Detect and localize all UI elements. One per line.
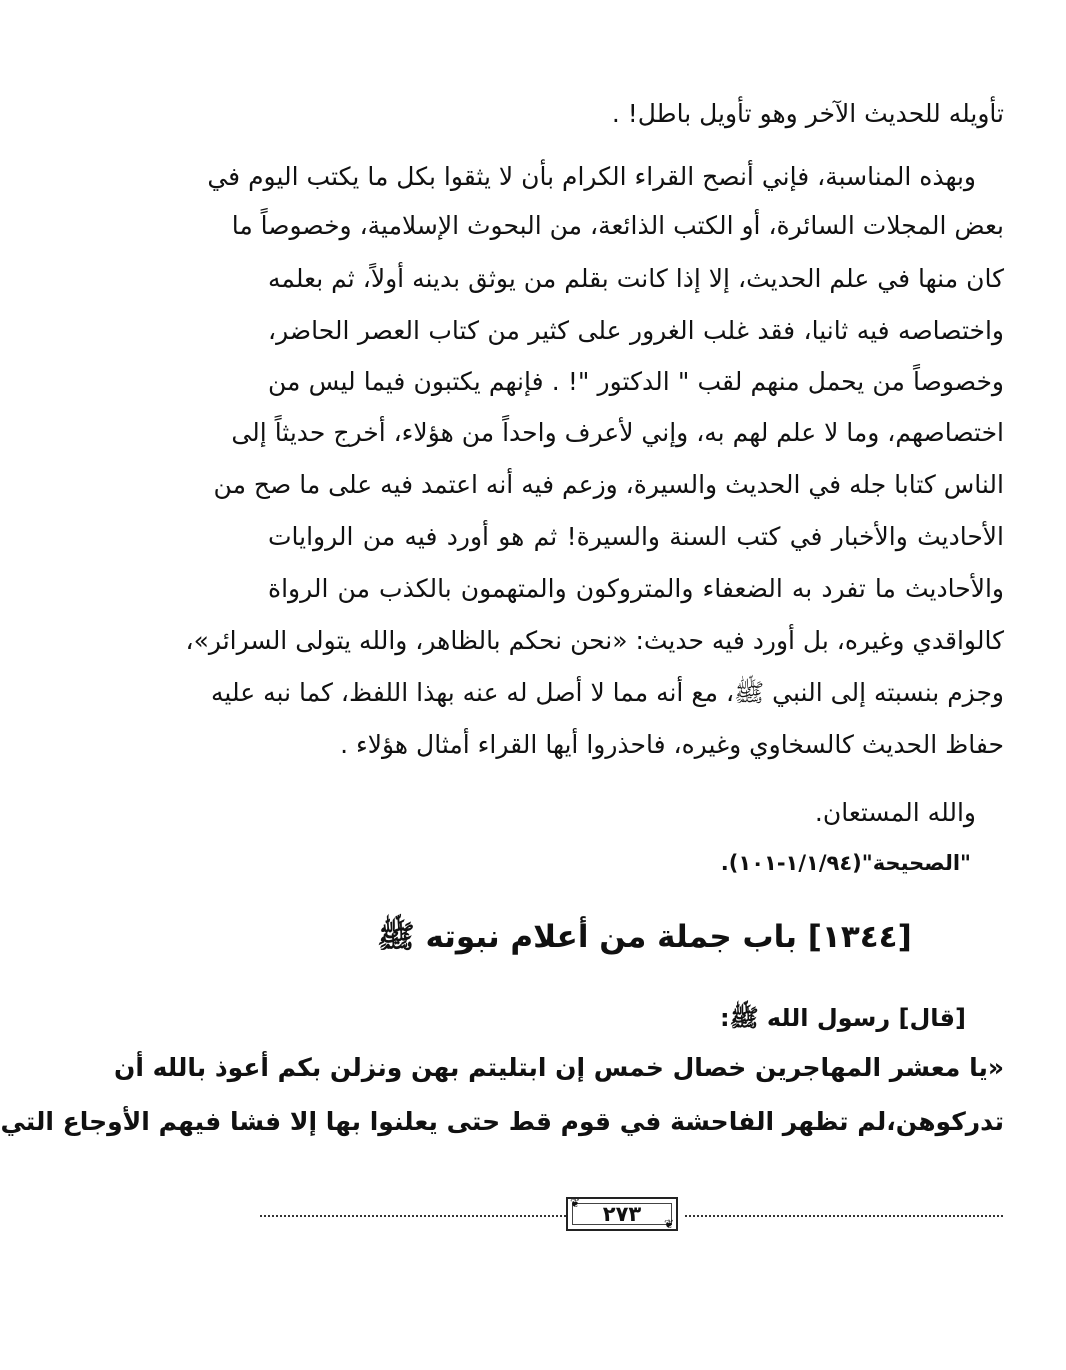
body-line-6: وخصوصاً من يحمل منهم لقب " الدكتور "! . فإنهم يكتبون فيما ليس من (268, 367, 1004, 396)
chapter-heading: [١٣٤٤] باب جملة من أعلام نبوته ﷺ (377, 919, 912, 955)
citation: "الصحيحة"(١/١/٩٤-١٠١). (720, 851, 971, 875)
corner-ornament-icon: ❦ (663, 1217, 674, 1231)
body-line-8: الناس كتابا جله في الحديث والسيرة، وزعم فيه أنه اعتمد فيه على ما صح من (213, 470, 1004, 499)
body-line-9: الأحاديث والأخبار في كتب السنة والسيرة! ثم هو أورد فيه من الروايات (268, 522, 1004, 551)
page-number: ٢٧٣ (602, 1202, 642, 1226)
body-line-4: كان منها في علم الحديث، إلا إذا كانت بقلم من يوثق بدينه أولاً، ثم بعلمه (268, 264, 1004, 293)
said-line: [قال] رسول الله ﷺ: (719, 1004, 966, 1032)
footer-rule-right (685, 1215, 1003, 1217)
body-line-2: وبهذه المناسبة، فإني أنصح القراء الكرام بأن لا يثقوا بكل ما يكتب اليوم في (207, 162, 976, 191)
body-line-11: كالواقدي وغيره، بل أورد فيه حديث: «نحن نحكم بالظاهر، والله يتولى السرائر»، (185, 626, 1004, 655)
page-number-frame (566, 1197, 678, 1231)
body-line-12: وجزم بنسبته إلى النبي ﷺ، مع أنه مما لا أصل له عنه بهذا اللفظ، كما نبه عليه (211, 678, 1004, 707)
body-line-5: واختصاصه فيه ثانيا، فقد غلب الغرور على كثير من كتاب العصر الحاضر، (268, 316, 1004, 345)
body-line-13: حفاظ الحديث كالسخاوي وغيره، فاحذروا أيها القراء أمثال هؤلاء . (340, 730, 1004, 759)
closing-line: والله المستعان. (814, 798, 976, 827)
body-line-10: والأحاديث ما تفرد به الضعفاء والمتروكون والمتهمون بالكذب من الرواة (268, 574, 1004, 603)
body-line-7: اختصاصهم، وما لا علم لهم به، وإني لأعرف واحداً من هؤلاء، أخرج حديثاً إلى (231, 418, 1004, 447)
hadith-line-1: «يا معشر المهاجرين خصال خمس إن ابتليتم بهن ونزلن بكم أعوذ بالله أن (113, 1053, 1004, 1082)
corner-ornament-icon: ❦ (570, 1196, 581, 1210)
body-line-1: تأويله للحديث الآخر وهو تأويل باطل! . (611, 99, 1004, 128)
footer-rule-left (260, 1215, 566, 1217)
hadith-line-2: تدركوهن،لم تظهر الفاحشة في قوم قط حتى يعلنوا بها إلا فشا فيهم الأوجاع التي (0, 1107, 1004, 1136)
body-line-3: بعض المجلات السائرة، أو الكتب الذائعة، من البحوث الإسلامية، وخصوصاً ما (231, 211, 1004, 240)
